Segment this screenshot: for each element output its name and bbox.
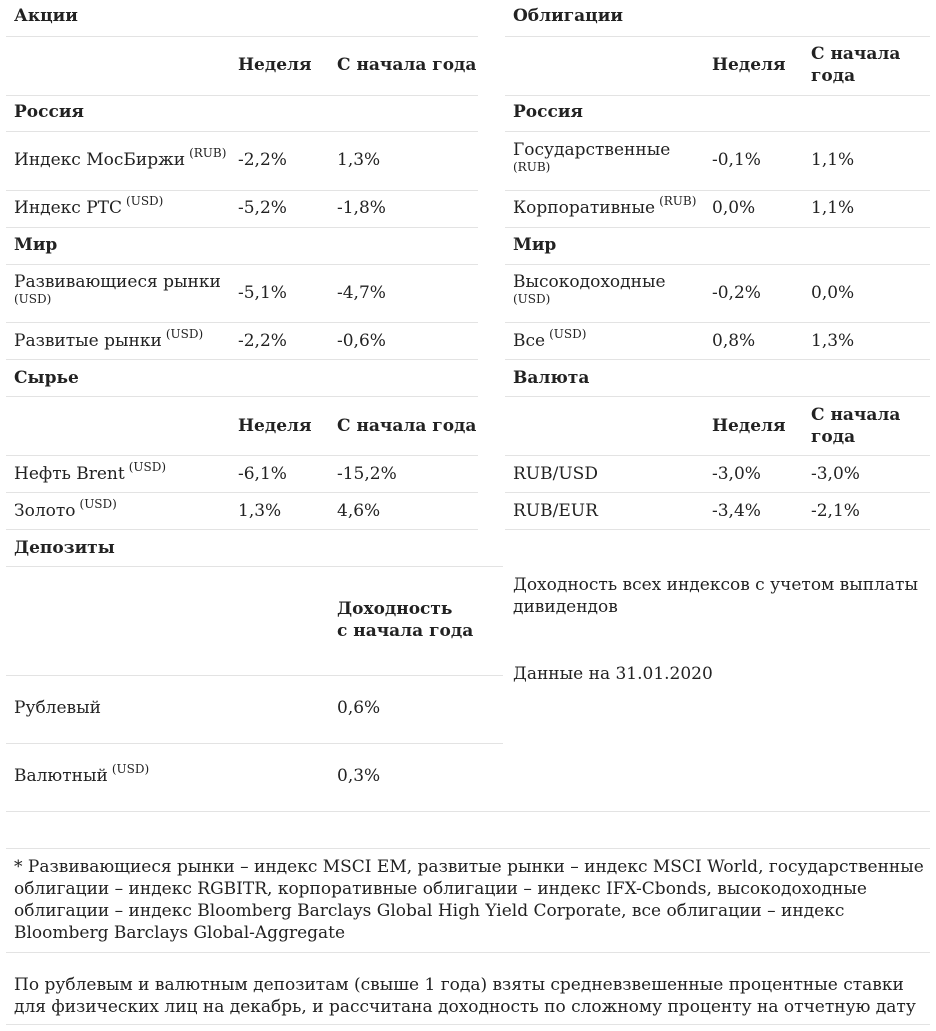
divider bbox=[6, 743, 503, 744]
rts-ytd: -1,8% bbox=[337, 198, 386, 218]
gov-currency: (RUB) bbox=[513, 160, 551, 174]
deposits-title: Депозиты bbox=[14, 538, 115, 558]
rubeur-ytd: -2,1% bbox=[811, 501, 860, 521]
currency-col-week: Неделя bbox=[712, 416, 786, 436]
divider bbox=[505, 529, 930, 530]
em-name: Развивающиеся рынки bbox=[14, 272, 221, 292]
deposits-col-line2: с начала года bbox=[337, 621, 474, 641]
gold-ytd: 4,6% bbox=[337, 501, 381, 521]
deposits-col-line1: Доходность bbox=[337, 599, 453, 619]
divider bbox=[6, 396, 478, 397]
rubusd-ytd: -3,0% bbox=[811, 464, 860, 484]
divider bbox=[505, 227, 930, 228]
currency-col-ytd-line1: С начала bbox=[811, 405, 901, 425]
divider bbox=[505, 492, 930, 493]
rubusd-name: RUB/USD bbox=[513, 464, 598, 484]
hy-week: -0,2% bbox=[712, 283, 761, 303]
divider bbox=[6, 952, 930, 953]
divider bbox=[6, 322, 478, 323]
footnote-deposits: По рублевым и валютным депозитам (свыше 1 года) взяты средневзвешенные процентные ставки для физических лиц на декабрь, и рассчитана доходность по сложному проценту на отчетную дату bbox=[14, 975, 916, 1017]
hy-ytd: 0,0% bbox=[811, 283, 855, 303]
data-date: Данные на 31.01.2020 bbox=[513, 664, 713, 684]
divider bbox=[6, 492, 478, 493]
currency-col-ytd-line2: года bbox=[811, 427, 856, 447]
divider bbox=[6, 566, 503, 567]
divider bbox=[505, 131, 930, 132]
rts-week: -5,2% bbox=[238, 198, 287, 218]
divider bbox=[6, 264, 478, 265]
divider bbox=[505, 95, 930, 96]
bonds-col-ytd-line1: С начала bbox=[811, 44, 901, 64]
commodities-col-week: Неделя bbox=[238, 416, 312, 436]
bonds-russia-label: Россия bbox=[513, 102, 583, 122]
divider bbox=[6, 227, 478, 228]
dm-week: -2,2% bbox=[238, 331, 287, 351]
hy-name: Высокодоходные bbox=[513, 272, 666, 292]
stocks-col-ytd: С начала года bbox=[337, 55, 477, 75]
em-ytd: -4,7% bbox=[337, 283, 386, 303]
rubeur-name: RUB/EUR bbox=[513, 501, 598, 521]
divider bbox=[505, 396, 930, 397]
divider bbox=[505, 190, 930, 191]
divider bbox=[505, 455, 930, 456]
deposit-rub-name: Рублевый bbox=[14, 698, 101, 718]
corp-week: 0,0% bbox=[712, 198, 756, 218]
bonds-col-ytd-line2: года bbox=[811, 66, 856, 86]
moex-name: Индекс МосБиржи $^{(RUB)}$ bbox=[14, 146, 227, 170]
divider bbox=[505, 264, 930, 265]
deposit-fx-name: Валютный $^{(USD)}$ bbox=[14, 762, 150, 786]
divider bbox=[6, 848, 930, 849]
divider bbox=[505, 36, 930, 37]
allbonds-week: 0,8% bbox=[712, 331, 756, 351]
divider bbox=[6, 455, 478, 456]
moex-week: -2,2% bbox=[238, 150, 287, 170]
brent-week: -6,1% bbox=[238, 464, 287, 484]
hy-currency: (USD) bbox=[513, 292, 551, 306]
stocks-title: Акции bbox=[14, 6, 78, 26]
divider bbox=[6, 131, 478, 132]
bonds-col-week: Неделя bbox=[712, 55, 786, 75]
dm-ytd: -0,6% bbox=[337, 331, 386, 351]
divider bbox=[6, 359, 478, 360]
gov-week: -0,1% bbox=[712, 150, 761, 170]
divider bbox=[6, 811, 930, 812]
brent-ytd: -15,2% bbox=[337, 464, 397, 484]
gov-name: Государственные bbox=[513, 140, 671, 160]
deposit-fx-value: 0,3% bbox=[337, 766, 381, 786]
divider bbox=[6, 529, 478, 530]
stocks-russia-label: Россия bbox=[14, 102, 84, 122]
corp-ytd: 1,1% bbox=[811, 198, 855, 218]
gold-week: 1,3% bbox=[238, 501, 282, 521]
bonds-title: Облигации bbox=[513, 6, 623, 26]
dm-name: Развитые рынки $^{(USD)}$ bbox=[14, 327, 204, 351]
rts-name: Индекс РТС $^{(USD)}$ bbox=[14, 194, 164, 218]
em-currency: (USD) bbox=[14, 292, 52, 306]
divider bbox=[505, 322, 930, 323]
commodities-col-ytd: С начала года bbox=[337, 416, 477, 436]
divider bbox=[6, 675, 503, 676]
gold-name: Золото $^{(USD)}$ bbox=[14, 497, 117, 521]
stocks-col-week: Неделя bbox=[238, 55, 312, 75]
divider bbox=[6, 190, 478, 191]
divider bbox=[505, 359, 930, 360]
moex-ytd: 1,3% bbox=[337, 150, 381, 170]
allbonds-ytd: 1,3% bbox=[811, 331, 855, 351]
rubeur-week: -3,4% bbox=[712, 501, 761, 521]
stocks-world-label: Мир bbox=[14, 235, 58, 255]
divider bbox=[6, 1024, 930, 1025]
gov-ytd: 1,1% bbox=[811, 150, 855, 170]
em-week: -5,1% bbox=[238, 283, 287, 303]
footnote-indices: * Развивающиеся рынки – индекс MSCI EM, развитые рынки – индекс MSCI World, государственные облигации – индекс RGBITR, корпоративные облигации – индекс IFX-Cbonds, высокодоходные облигации – индекс Bloomberg Barclays Global High Yield Corporate, все облигации – индекс Bloomberg Barclays Global-Aggregate bbox=[14, 857, 924, 943]
dividends-note: Доходность всех индексов с учетом выплаты дивидендов bbox=[513, 575, 918, 617]
currency-title: Валюта bbox=[513, 368, 590, 388]
divider bbox=[6, 36, 478, 37]
allbonds-name: Все $^{(USD)}$ bbox=[513, 327, 587, 351]
divider bbox=[6, 95, 478, 96]
brent-name: Нефть Brent $^{(USD)}$ bbox=[14, 460, 167, 484]
deposit-rub-value: 0,6% bbox=[337, 698, 381, 718]
bonds-world-label: Мир bbox=[513, 235, 557, 255]
commodities-title: Сырье bbox=[14, 368, 79, 388]
rubusd-week: -3,0% bbox=[712, 464, 761, 484]
corp-name: Корпоративные $^{(RUB)}$ bbox=[513, 194, 697, 218]
